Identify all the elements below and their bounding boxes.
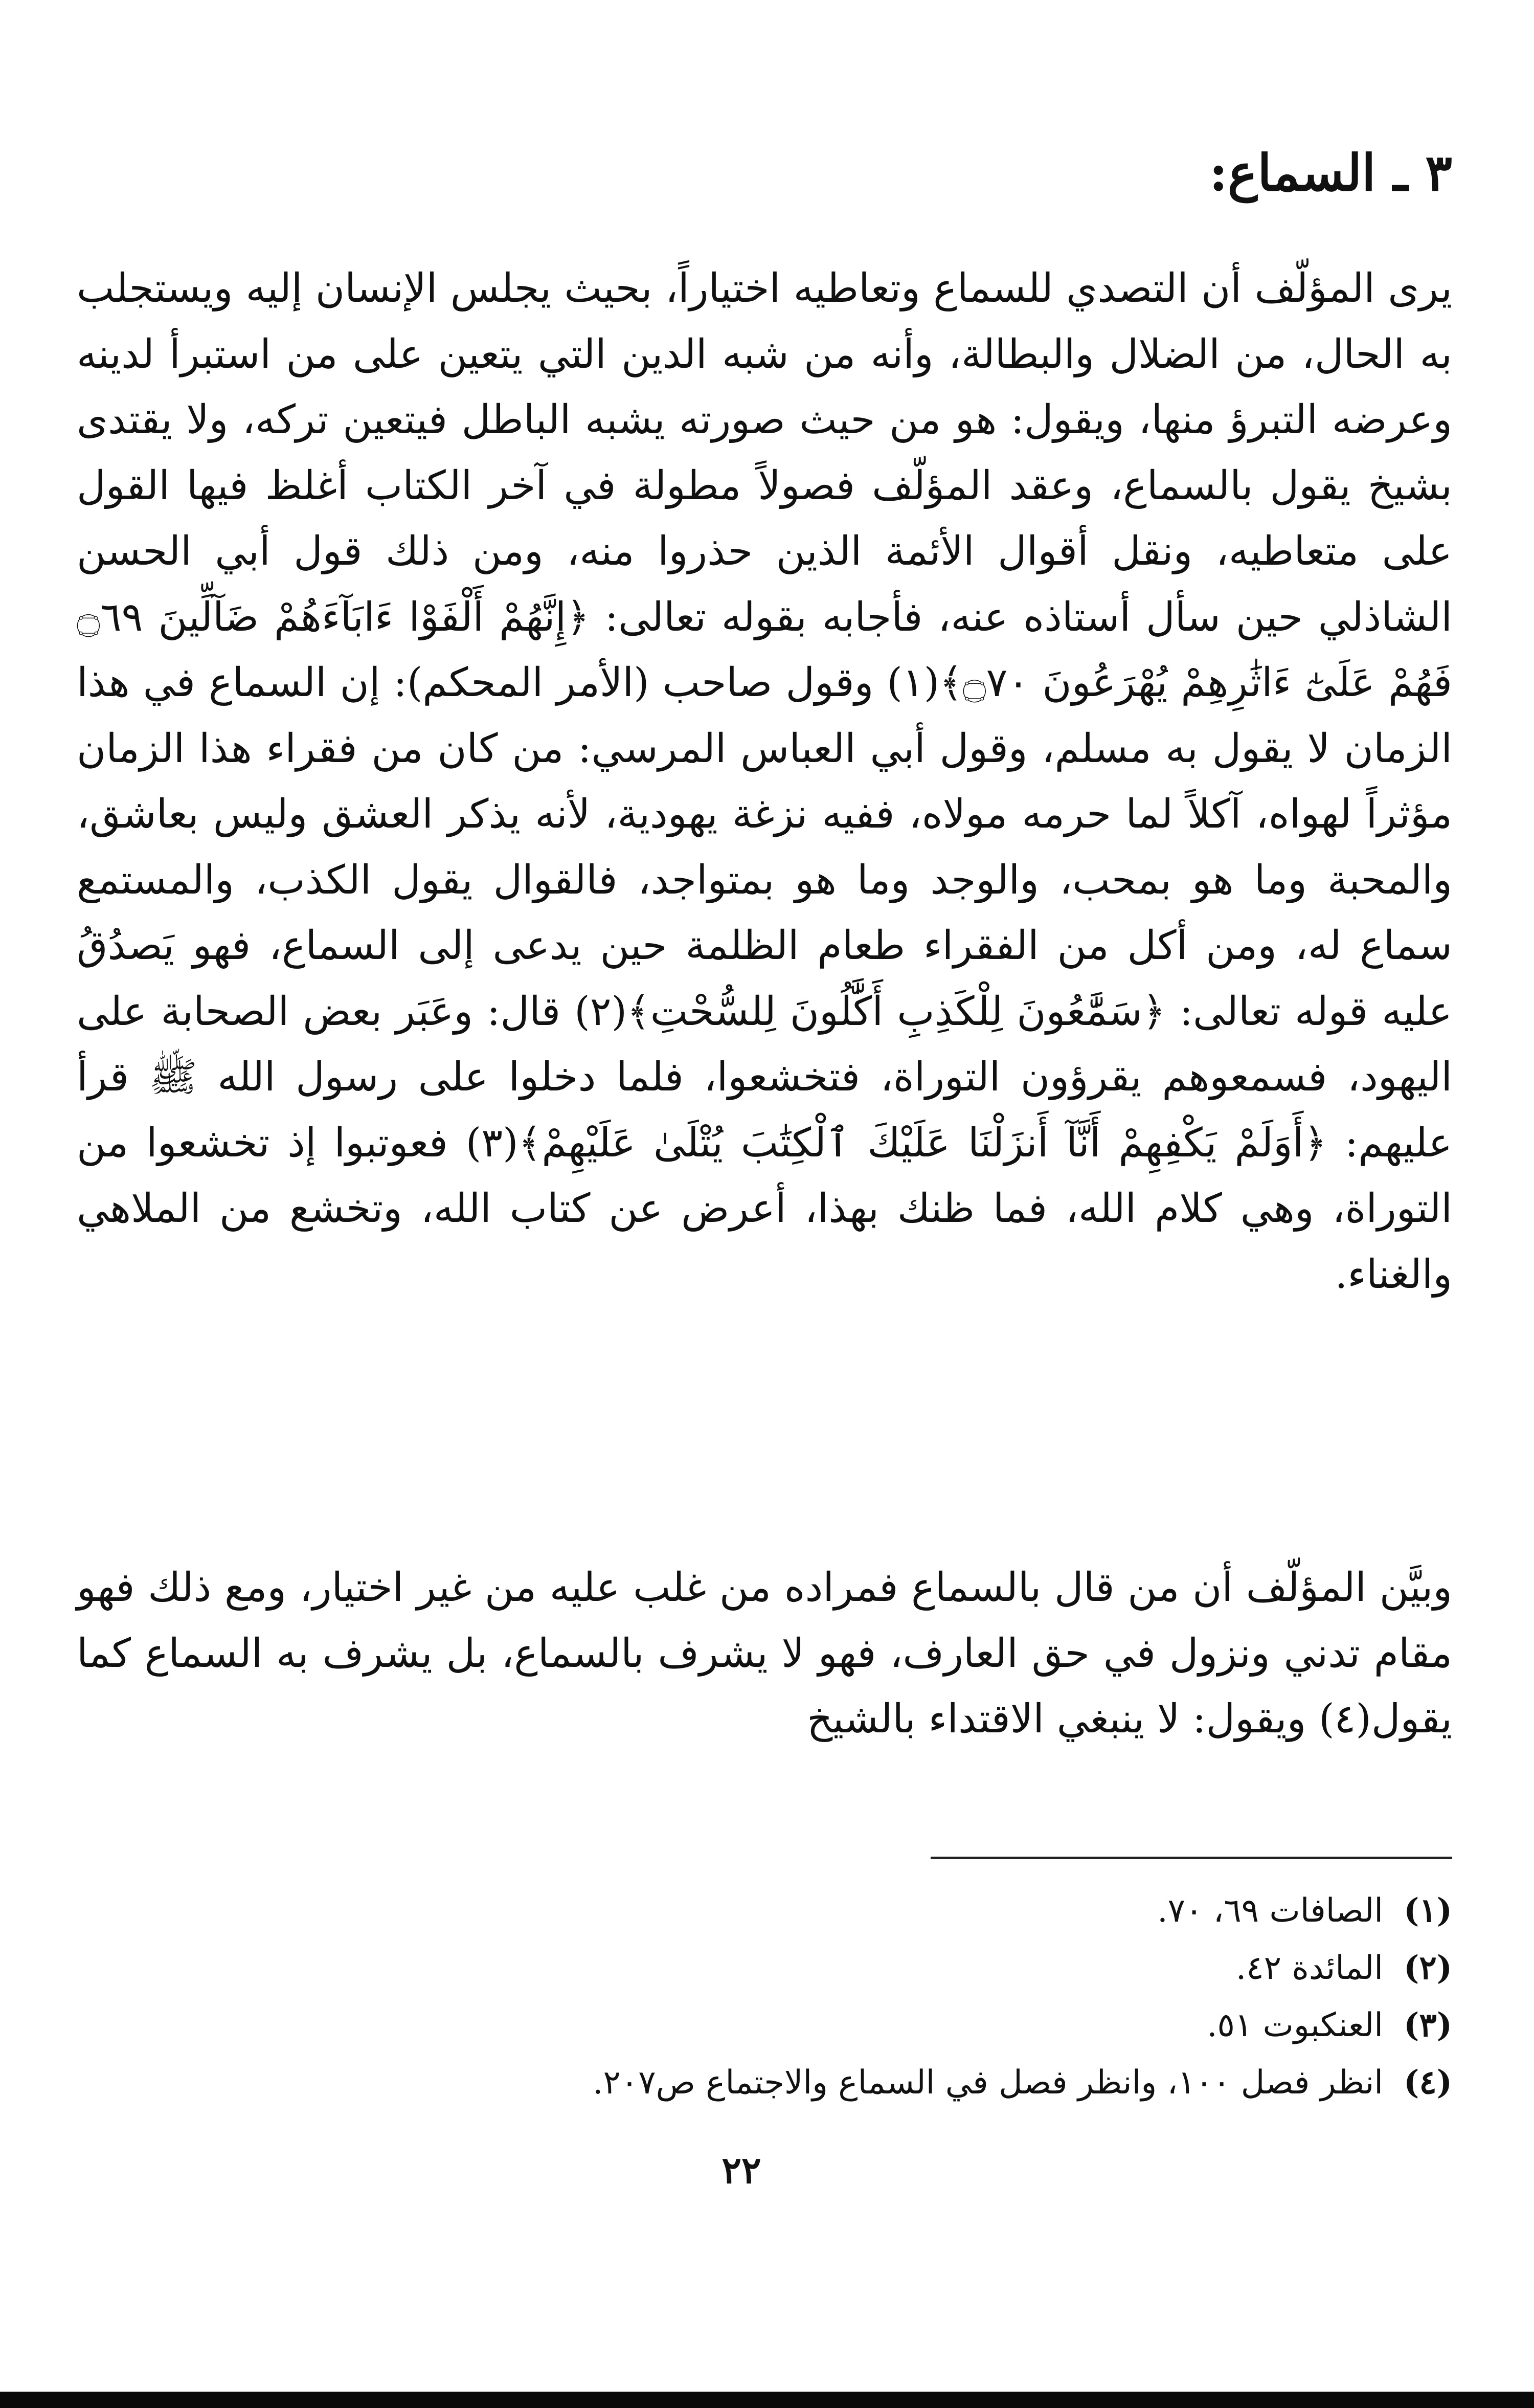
footnote-item xyxy=(77,1882,1452,1939)
page-number: ٢٢ xyxy=(721,2148,761,2192)
footnote-number: (٤) xyxy=(1404,2063,1452,2102)
body-paragraph-1: يرى المؤلّف أن التصدي للسماع وتعاطيه اختياراً، بحيث يجلس الإنسان إليه ويستجلب به الحال، من الضلال والبطالة، وأنه من شبه الدين التي يتعين على من استبرأ لدينه وعرضه التبرؤ منها، ويقول: هو من حيث صورته يشبه الباطل فيتعين تركه، ولا يقتدى بشيخ يقول بالسماع، وعقد المؤلّف فصولاً مطولة في آخر الكتاب أغلظ فيها القول على متعاطيه، ونقل أقوال الأئمة الذين حذروا منه، ومن ذلك قول أبي الحسن الشاذلي حين سأل أستاذه عنه، فأجابه بقوله تعالى: ﴿إِنَّهُمْ أَلْفَوْا ءَابَآءَهُمْ ضَآلِّينَ ۝٦٩ فَهُمْ عَلَىٰٓ ءَاثَٰرِهِمْ يُهْرَعُونَ ۝٧٠﴾(١) وقول صاحب (الأمر المحكم): إن السماع في هذا الزمان لا يقول به مسلم، وقول أبي العباس المرسي: من كان من فقراء هذا الزمان مؤثراً لهواه، آكلاً لما حرمه مولاه، ففيه نزغة يهودية، لأنه يذكر العشق وليس بعاشق، والمحبة وما هو بمحب، والوجد وما هو بمتواجد، فالقوال يقول الكذب، والمستمع سماع له، ومن أكل من الفقراء طعام الظلمة حين يدعى إلى السماع، فهو يَصدُقُ عليه قوله تعالى: ﴿سَمَّٰعُونَ لِلْكَذِبِ أَكَّٰلُونَ لِلسُّحْتِ﴾(٢) قال: وعَبَر بعض الصحابة على اليهود، فسمعوهم يقرؤون التوراة، فتخشعوا، فلما دخلوا على رسول الله ﷺ قرأ عليهم: ﴿أَوَلَمْ يَكْفِهِمْ أَنَّآ أَنزَلْنَا عَلَيْكَ ٱلْكِتَٰبَ يُتْلَىٰ عَلَيْهِمْ﴾(٣) فعوتبوا إذ تخشعوا من التوراة، وهي كلام الله، فما ظنك بهذا، أعرض عن كتاب الله، وتخشع من الملاهي والغناء. xyxy=(77,265,1453,1298)
footnote-separator xyxy=(931,1857,1452,1859)
footnote-text: المائدة ٤٢. xyxy=(1235,1949,1384,1987)
scan-bottom-edge xyxy=(0,2392,1534,2408)
footnote-number: (١) xyxy=(1404,1891,1452,1930)
footnote-text: انظر فصل ١٠٠، وانظر فصل في السماع والاجتماع ص٢٠٧. xyxy=(593,2064,1384,2102)
footnote-text: العنكبوت ٥١. xyxy=(1207,2006,1384,2044)
footnote-item xyxy=(77,1939,1452,1997)
footnotes-list xyxy=(77,1882,1452,2111)
footnote-item xyxy=(77,2054,1452,2111)
footnote-text: الصافات ٦٩، ٧٠. xyxy=(1157,1892,1384,1930)
footnote-number: (٢) xyxy=(1404,1949,1452,1987)
section-heading: ٣ ـ السماع: xyxy=(1209,144,1452,203)
footnote-item xyxy=(77,1997,1452,2054)
body-paragraph-2: وبيَّن المؤلّف أن من قال بالسماع فمراده من غلب عليه من غير اختيار، ومع ذلك فهو مقام تدني ونزول في حق العارف، فهو لا يشرف بالسماع، بل يشرف به السماع كما يقول(٤) ويقول: لا ينبغي الاقتداء بالشيخ xyxy=(77,1565,1452,1742)
footnote-number: (٣) xyxy=(1404,2006,1452,2044)
